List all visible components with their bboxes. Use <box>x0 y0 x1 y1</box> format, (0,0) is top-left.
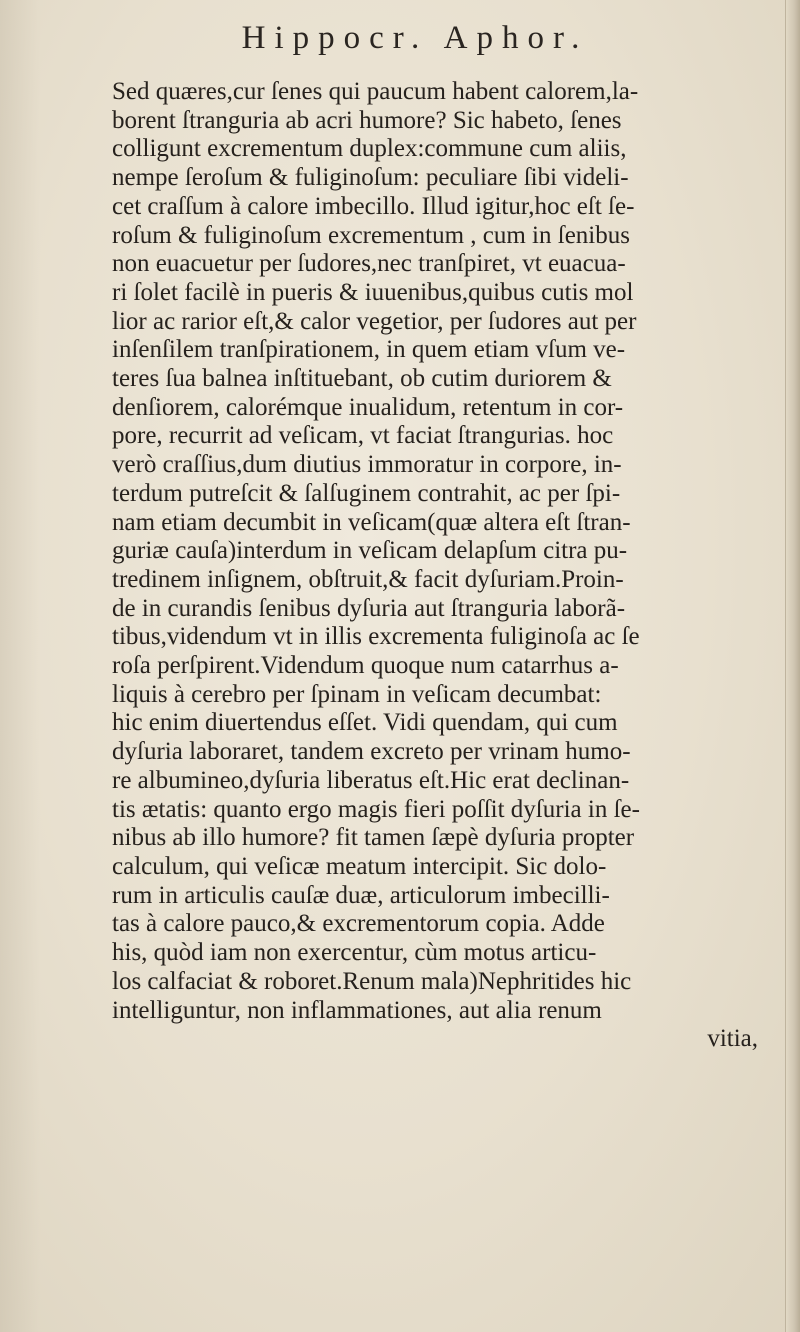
text-line: rum in articulis cauſæ duæ, articulorum imbecilli- <box>112 881 610 909</box>
text-line: liquis à cerebro per ſpinam in veſicam decumbat: <box>112 680 602 708</box>
text-line: roſum & fuliginoſum excrementum , cum in ſenibus <box>112 221 630 249</box>
text-line: los calfaciat & roboret.Renum mala)Nephritides hic <box>112 967 632 995</box>
text-line: verò craſſius,dum diutius immoratur in corpore, in- <box>112 451 622 479</box>
text-line: inſenſilem tranſpirationem, in quem etiam vſum ve- <box>112 336 626 364</box>
text-line: non euacuetur per ſudores,nec tranſpiret, vt euacua- <box>112 250 626 278</box>
text-line: hic enim diuertendus eſſet. Vidi quendam, qui cum <box>112 709 618 737</box>
text-line: nam etiam decumbit in veſicam(quæ altera eſt ſtran- <box>112 508 631 536</box>
text-line: nempe ſeroſum & fuliginoſum: peculiare ſibi videli- <box>112 164 629 192</box>
text-line: intelliguntur, non inflammationes, aut alia renum <box>112 996 602 1024</box>
text-line: lior ac rarior eſt,& calor vegetior, per ſudores aut per <box>112 307 637 335</box>
text-line: teres ſua balnea inſtituebant, ob cutim duriorem & <box>112 365 612 393</box>
text-line: borent ſtranguria ab acri humore? Sic habeto, ſenes <box>112 106 622 134</box>
text-line: tas à calore pauco,& excrementorum copia. Adde <box>112 910 605 938</box>
text-line: terdum putreſcit & ſalſuginem contrahit, ac per ſpi- <box>112 479 621 507</box>
text-line: calculum, qui veſicæ meatum intercipit. Sic dolo- <box>112 852 607 880</box>
text-line: denſiorem, calorémque inualidum, retentum in cor- <box>112 393 624 421</box>
text-line: tredinem inſignem, obſtruit,& facit dyſuriam.Proin- <box>112 565 624 593</box>
text-line: vitia, <box>707 1025 758 1053</box>
page-shadow <box>0 0 40 1332</box>
running-header: Hippocr. Aphor. <box>241 20 589 56</box>
text-line: ri ſolet facilè in pueris & iuuenibus,quibus cutis mol <box>112 278 634 306</box>
body-text <box>112 78 788 1054</box>
text-line: cet craſſum à calore imbecillo. Illud igitur,hoc eſt ſe- <box>112 192 635 220</box>
text-line: his, quòd iam non exercentur, cùm motus articu- <box>112 939 597 967</box>
text-line: re albumineo,dyſuria liberatus eſt.Hic erat declinan- <box>112 766 630 794</box>
text-line: tis ætatis: quanto ergo magis fieri poſſit dyſuria in ſe- <box>112 795 640 823</box>
text-line: dyſuria laboraret, tandem excreto per vrinam humo- <box>112 738 631 766</box>
text-line: guriæ cauſa)interdum in veſicam delapſum citra pu- <box>112 537 628 565</box>
text-line: nibus ab illo humore? fit tamen ſæpè dyſuria propter <box>112 824 635 852</box>
text-line: colligunt excrementum duplex:commune cum aliis, <box>112 135 627 163</box>
text-line: de in curandis ſenibus dyſuria aut ſtranguria laborã- <box>112 594 626 622</box>
text-line: tibus,videndum vt in illis excrementa fuliginoſa ac ſe <box>112 623 640 651</box>
text-line: pore, recurrit ad veſicam, vt faciat ſtrangurias. hoc <box>112 422 614 450</box>
text-line: Sed quæres,cur ſenes qui paucum habent calorem,la- <box>112 78 639 105</box>
text-line: roſa perſpirent.Videndum quoque num catarrhus a- <box>112 652 619 680</box>
